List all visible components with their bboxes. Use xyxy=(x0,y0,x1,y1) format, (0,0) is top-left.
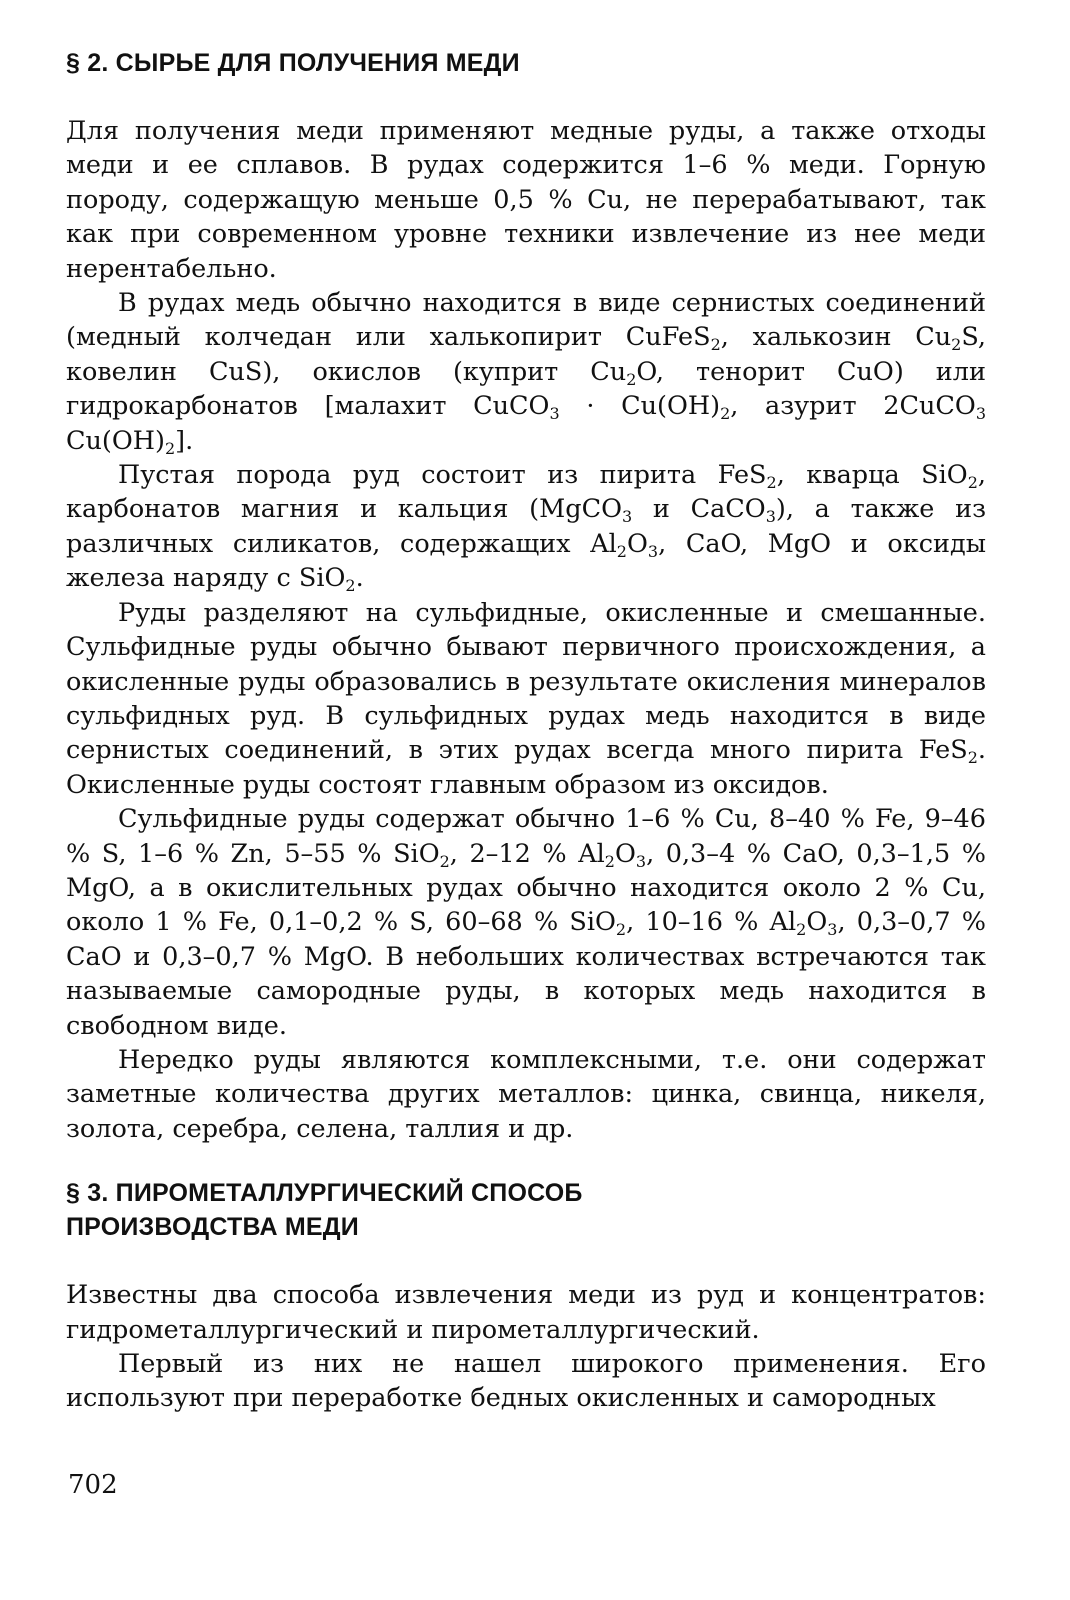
paragraph: Для получения меди применяют медные руды, а также отходы меди и ее сплавов. В рудах содержится 1–6 % меди. Горную породу, содержащую меньше 0,5 % Cu, не перерабатывают, так как при современном уровне техники извлечение из нее меди нерентабельно. xyxy=(66,116,986,284)
page xyxy=(66,44,986,1416)
page-number: 702 xyxy=(68,1470,118,1500)
section-2-heading: § 2. СЫРЬЕ ДЛЯ ПОЛУЧЕНИЯ МЕДИ xyxy=(66,49,520,77)
section-3-body xyxy=(66,1278,986,1416)
paragraph: Первый из них не нашел широкого применения. Его используют при переработке бедных окисленных и самородных xyxy=(66,1349,986,1414)
paragraph: Нередко руды являются комплексными, т.е. они содержат заметные количества других металлов: цинка, свинца, никеля, золота, серебра, селена, таллия и др. xyxy=(66,1044,986,1144)
paragraph: Руды разделяют на сульфидные, окисленные и смешанные. Сульфидные руды обычно бывают первичного происхождения, а окисленные руды образовались в результате окисления минералов сульфидных руд. В сульфидных рудах медь находится в виде сернистых соединений, в этих рудах всегда много пирита FeS$_2$. Окисленные руды состоят главным образом из оксидов. xyxy=(66,597,986,800)
section-3-heading-line-2: ПРОИЗВОДСТВА МЕДИ xyxy=(66,1213,359,1242)
section-3-heading xyxy=(66,1176,986,1244)
paragraph: Известны два способа извлечения меди из руд и концентратов: гидрометаллургический и пирометаллургический. xyxy=(66,1280,986,1345)
section-3-heading-line-1: § 3. ПИРОМЕТАЛЛУРГИЧЕСКИЙ СПОСОБ xyxy=(66,1179,583,1208)
paragraph: Сульфидные руды содержат обычно 1–6 % Cu, 8–40 % Fe, 9–46 % S, 1–6 % Zn, 5–55 % SiO$_2$, 2–12 % $Al_2O_3$, 0,3–4 % CaO, 0,3–1,5 % MgO, а в окислительных рудах обычно находится около 2 % Cu, около 1 % Fe, 0,1–0,2 % S, 60–68 % SiO$_2$, 10–16 % $Al_2O_3$, 0,3–0,7 % CaO и 0,3–0,7 % MgO. В небольших количествах встречаются так называемые самородные руды, в которых медь находится в свободном виде. xyxy=(66,804,986,1041)
paragraph: В рудах медь обычно находится в виде сернистых соединений (медный колчедан или халькопирит CuFeS$_2$, халькозин $Cu_2S$, ковелин CuS), окислов (куприт $Cu_2O$, тенорит CuO) или гидрокарбонатов [малахит CuCO$_3$ · $Cu(OH)_2$, азурит 2CuCO$_3$ $Cu(OH)_2$]. xyxy=(66,288,987,458)
section-2-body xyxy=(66,114,986,1146)
paragraph: Пустая порода руд состоит из пирита FeS$_2$, кварца SiO$_2$, карбонатов магния и кальция (MgCO$_3$ и CaCO$_3$), а также из различных силикатов, содержащих $Al_2O_3$, CaO, MgO и оксиды железа наряду с SiO$_2$. xyxy=(66,460,986,596)
